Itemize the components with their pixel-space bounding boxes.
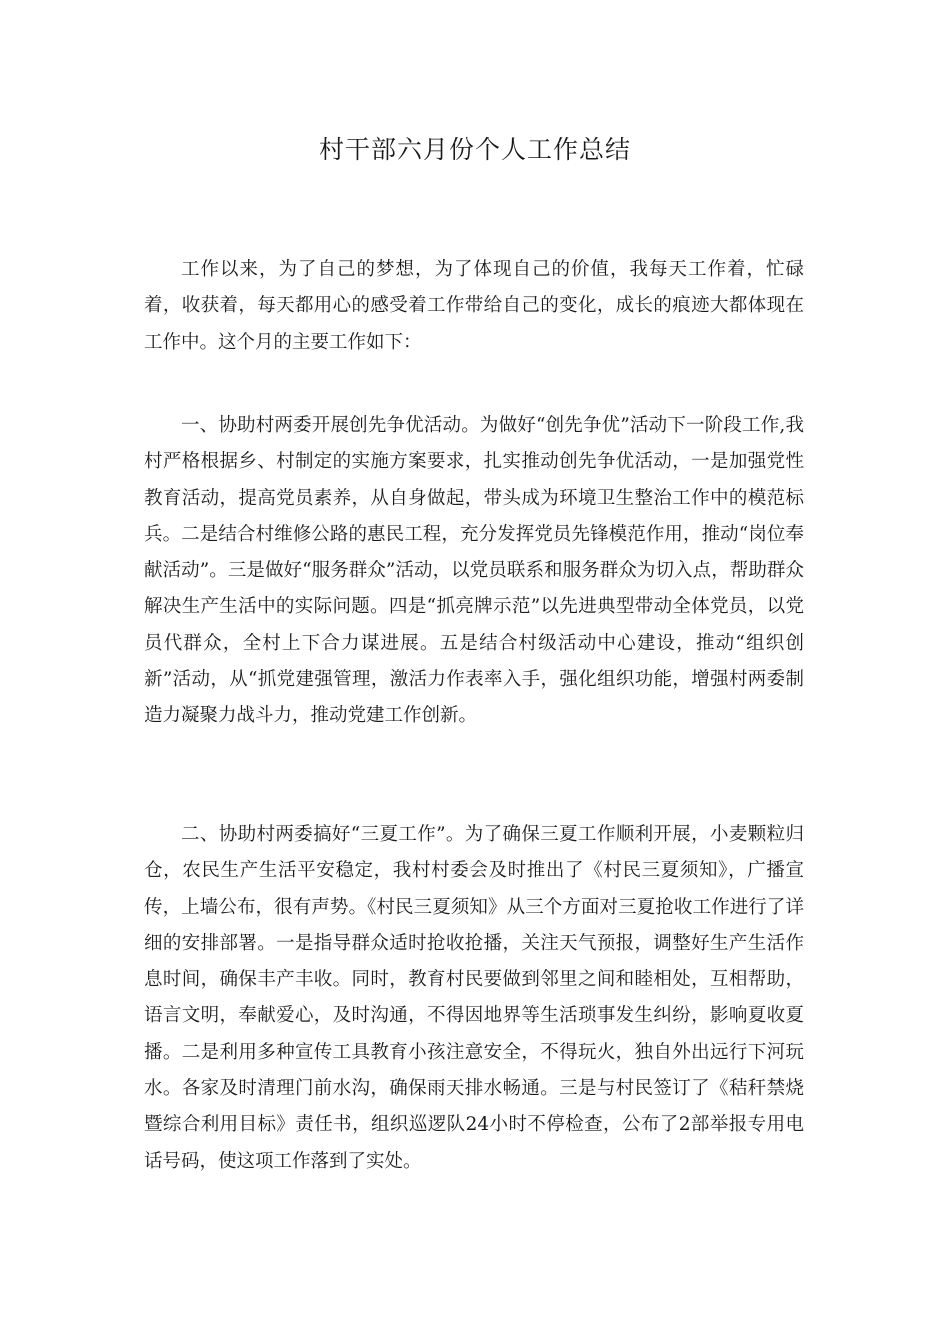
paragraph-section-two: 二、协助村两委搞好“三夏工作”。为了确保三夏工作顺利开展，小麦颗粒归仓，农民生产生活平安稳定，我村村委会及时推出了《村民三夏须知》，广播宣传，上墙公布，很有声势。《村民三夏须知》从三个方面对三夏抢收工作进行了详细的安排部署。一是指导群众适时抢收抢播，关注天气预报，调整好生产生活作息时间，确保丰产丰收。同时，教育村民要做到邻里之间和睦相处，互相帮助，语言文明，奉献爱心，及时沟通，不得因地界等生活琐事发生纠纷，影响夏收夏播。二是利用多种宣传工具教育小孩注意安全，不得玩火，独自外出远行下河玩水。各家及时清理门前水沟，确保雨天排水畅通。三是与村民签订了《秸秆禁烧暨综合利用目标》责任书，组织巡逻队24小时不停检查，公布了2部举报专用电话号码，使这项工作落到了实处。 — [144, 824, 804, 1172]
paragraph-intro: 工作以来，为了自己的梦想，为了体现自己的价值，我每天工作着，忙碌着，收获着，每天都用心的感受着工作带给自己的变化，成长的痕迹大都体现在工作中。这个月的主要工作如下： — [144, 259, 804, 353]
document-title: 村干部六月份个人工作总结 — [318, 135, 631, 164]
paragraph-section-one: 一、协助村两委开展创先争优活动。为做好“创先争优”活动下一阶段工作,我村严格根据乡、村制定的实施方案要求，扎实推动创先争优活动，一是加强党性教育活动，提高党员素养，从自身做起，带头成为环境卫生整治工作中的模范标兵。二是结合村维修公路的惠民工程，充分发挥党员先锋模范作用，推动“岗位奉献活动”。三是做好“服务群众”活动，以党员联系和服务群众为切入点，帮助群众解决生产生活中的实际问题。四是“抓亮牌示范”以先进典型带动全体党员，以党员代群众，全村上下合力谋进展。五是结合村级活动中心建设，推动“组织创新”活动，从“抓党建强管理，激活力作表率入手，强化组织功能，增强村两委制造力凝聚力战斗力，推动党建工作创新。 — [144, 415, 804, 727]
